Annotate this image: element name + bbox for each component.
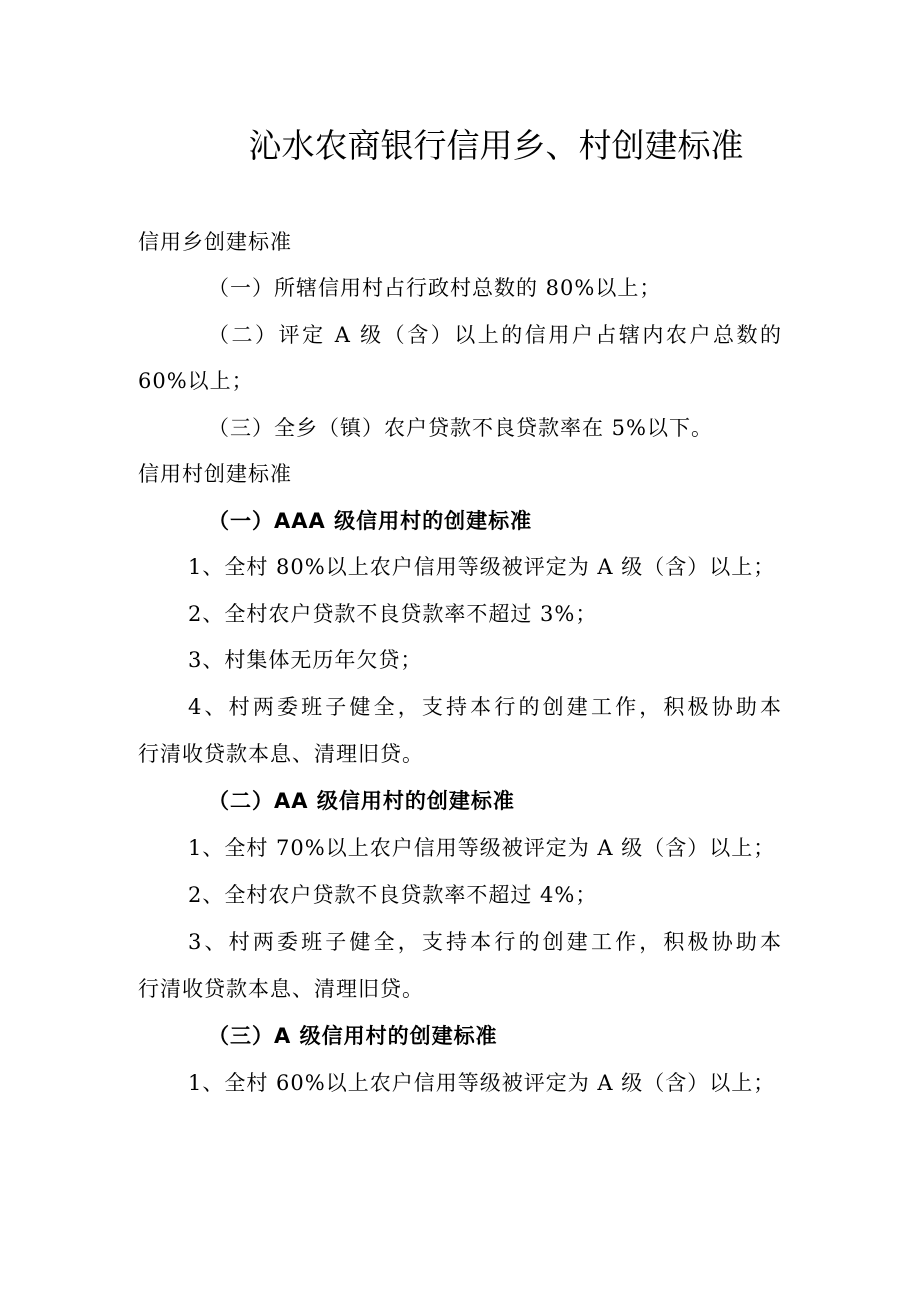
township-item-2-continued: 60%以上； (138, 369, 254, 393)
a-heading: （三）A 级信用村的创建标准 (208, 1024, 498, 1048)
a-item-1: 1、全村 60%以上农户信用等级被评定为 A 级（含）以上； (188, 1071, 776, 1095)
township-item-1: （一）所辖信用村占行政村总数的 80%以上； (208, 276, 662, 300)
township-item-3: （三）全乡（镇）农户贷款不良贷款率在 5%以下。 (208, 416, 713, 440)
aaa-item-2: 2、全村农户贷款不良贷款率不超过 3%； (188, 602, 598, 626)
aaa-item-3: 3、村集体无历年欠贷； (188, 648, 423, 672)
document-title: 沁水农商银行信用乡、村创建标准 (248, 126, 744, 165)
aa-item-2: 2、全村农户贷款不良贷款率不超过 4%； (188, 883, 598, 907)
aa-item-1: 1、全村 70%以上农户信用等级被评定为 A 级（含）以上； (188, 836, 776, 860)
aa-heading: （二）AA 级信用村的创建标准 (208, 789, 515, 813)
aa-item-3-continued: 行清收贷款本息、清理旧贷。 (138, 977, 424, 1001)
village-section-heading: 信用村创建标准 (138, 462, 292, 486)
aaa-heading: （一）AAA 级信用村的创建标准 (208, 509, 533, 533)
aa-item-3: 3、村两委班子健全，支持本行的创建工作，积极协助本 (188, 930, 782, 954)
township-section-heading: 信用乡创建标准 (138, 230, 292, 254)
aaa-item-4-continued: 行清收贷款本息、清理旧贷。 (138, 742, 424, 766)
township-item-2: （二）评定 A 级（含）以上的信用户占辖内农户总数的 (208, 323, 782, 347)
aaa-item-1: 1、全村 80%以上农户信用等级被评定为 A 级（含）以上； (188, 555, 776, 579)
aaa-item-4: 4、村两委班子健全，支持本行的创建工作，积极协助本 (188, 695, 782, 719)
